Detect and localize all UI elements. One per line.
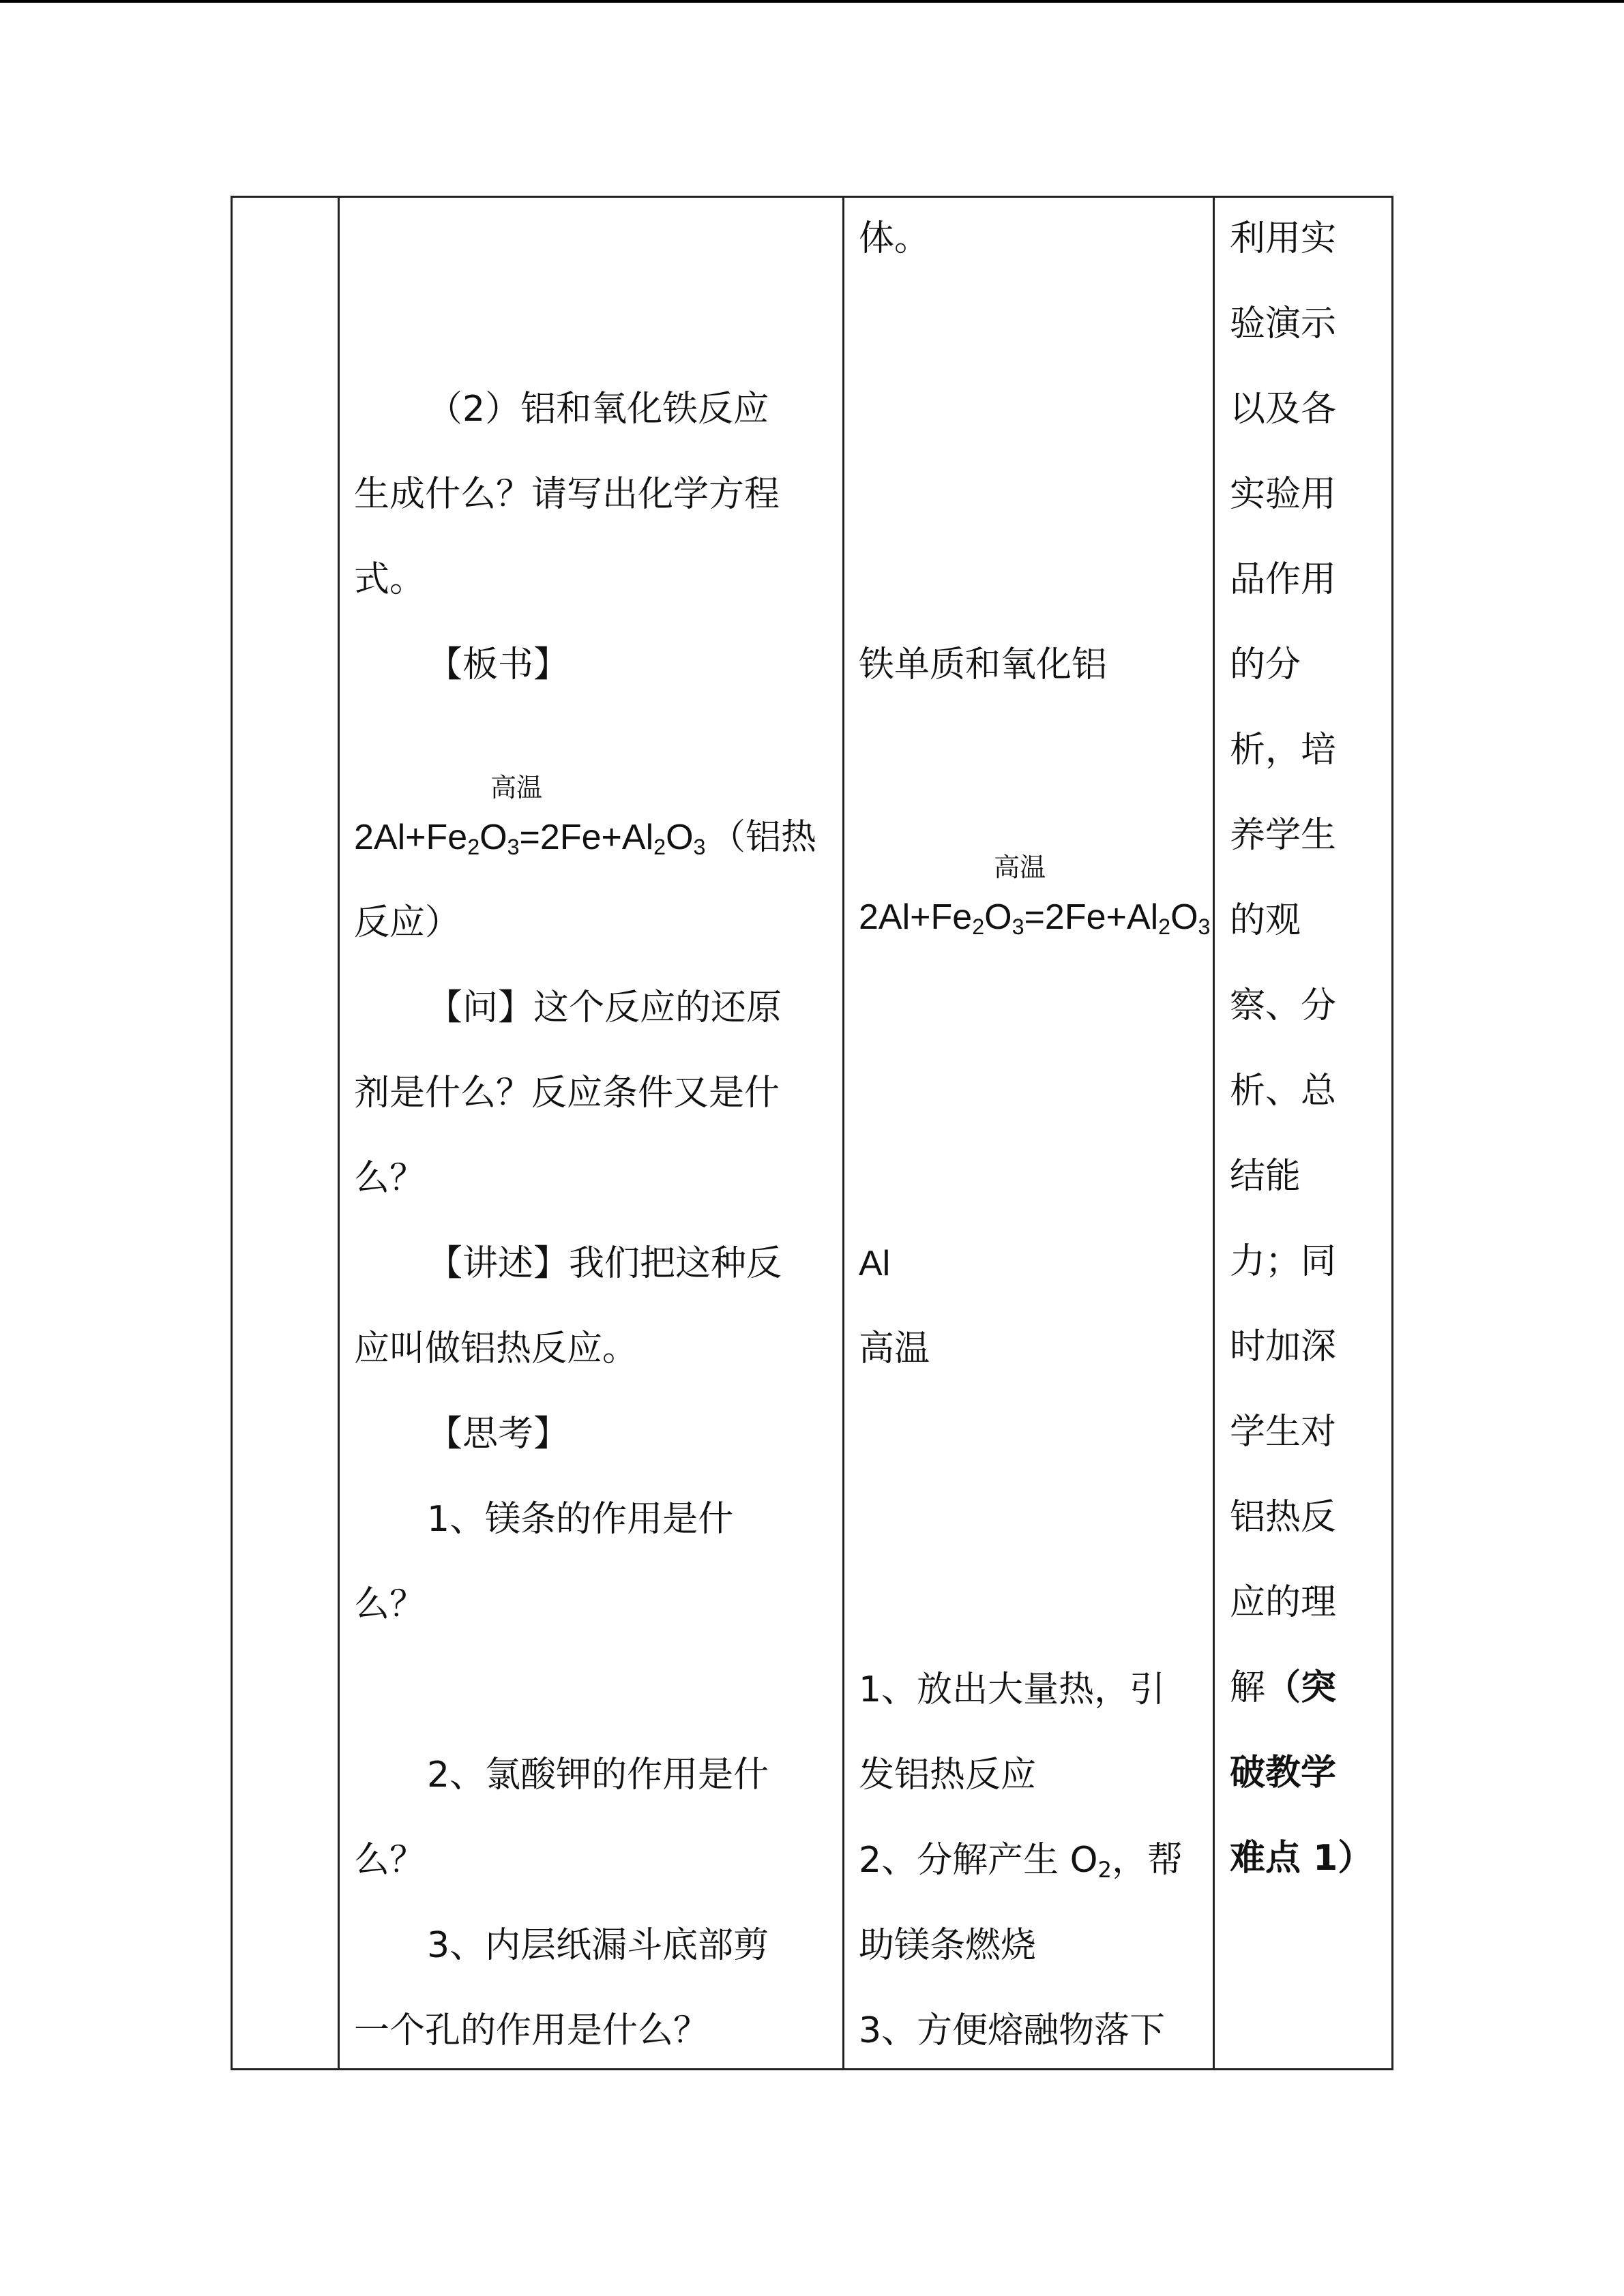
answer-3: 3、方便熔融物落下	[859, 2010, 1166, 2051]
intent-line: 的分	[1230, 644, 1301, 685]
answer-reducer: Al	[859, 1244, 891, 1283]
think-3-line-2: 一个孔的作用是什么？	[354, 2010, 709, 2051]
intent-line: 实验用	[1230, 474, 1337, 515]
intent-line: 析，培	[1230, 730, 1337, 771]
board-heading: 【板书】	[427, 644, 570, 685]
intent-line: 察、分	[1230, 985, 1337, 1026]
think-3-line-1: 3、内层纸漏斗底部剪	[427, 1925, 769, 1966]
reaction-condition-label: 高温	[490, 773, 543, 803]
intent-line: 学生对	[1230, 1412, 1337, 1452]
answer-products: 铁单质和氧化铝	[859, 644, 1108, 685]
ask-line-1: 【问】这个反应的还原	[427, 987, 782, 1028]
intent-line: 力；同	[1230, 1241, 1337, 1282]
student-thermite-equation: $2Al+Fe_2O_3=2Fe+Al_2O_3$	[859, 897, 1211, 940]
intent-line: 以及各	[1230, 389, 1337, 430]
answer-1-line-2: 发铝热反应	[859, 1755, 1037, 1795]
ask-line-2: 剂是什么？反应条件又是什	[354, 1073, 780, 1114]
intent-line: 验演示	[1230, 303, 1337, 344]
intent-line: 的观	[1230, 900, 1301, 941]
equation-note-2: 反应）	[354, 902, 461, 943]
answer-2-line-2: 助镁条燃烧	[859, 1925, 1037, 1966]
answer-1-line-1: 1、放出大量热，引	[859, 1669, 1166, 1710]
column-divider-3	[1213, 198, 1215, 2068]
student-condition-label: 高温	[994, 852, 1046, 882]
intent-line: 时加深	[1230, 1326, 1337, 1367]
intent-line-emphasis: 解（突	[1230, 1667, 1337, 1708]
narrate-line-2: 应叫做铝热反应。	[354, 1328, 638, 1369]
think-heading: 【思考】	[427, 1414, 570, 1455]
think-1-line-2: 么？	[354, 1584, 426, 1625]
page-top-border	[0, 0, 1624, 3]
answer-2-line-1: 2、分解产生 $O_2$，帮	[859, 1840, 1183, 1883]
answer-condition: 高温	[859, 1328, 930, 1369]
narrate-line-1: 【讲述】我们把这种反	[427, 1243, 782, 1284]
intent-line: 铝热反	[1230, 1497, 1337, 1538]
intent-line: 结能	[1230, 1156, 1301, 1197]
think-1-line-1: 1、镁条的作用是什	[427, 1499, 734, 1540]
intent-line: 析、总	[1230, 1071, 1337, 1112]
intent-line-emphasis: 破教学	[1230, 1753, 1337, 1793]
think-2-line-2: 么？	[354, 1840, 426, 1881]
lesson-plan-table	[231, 196, 1393, 2070]
column-divider-2	[842, 198, 844, 2068]
ask-line-3: 么？	[354, 1158, 426, 1199]
question-2-line-1: （2）铝和氧化铁反应	[427, 389, 769, 430]
equation-note-1: （铝热	[710, 817, 817, 858]
think-2-line-1: 2、氯酸钾的作用是什	[427, 1755, 769, 1795]
intent-line: 养学生	[1230, 815, 1337, 856]
question-2-line-2: 生成什么？请写出化学方程	[354, 474, 780, 515]
thermite-equation: $2Al+Fe_2O_3=2Fe+Al_2O_3$	[354, 818, 706, 860]
question-2-line-3: 式。	[354, 559, 426, 600]
intent-line: 利用实	[1230, 218, 1337, 259]
continued-text: 体。	[859, 218, 930, 259]
column-divider-1	[338, 198, 340, 2068]
intent-line-emphasis: 难点 1）	[1230, 1838, 1374, 1879]
intent-line: 品作用	[1230, 559, 1337, 600]
intent-line: 应的理	[1230, 1582, 1337, 1623]
